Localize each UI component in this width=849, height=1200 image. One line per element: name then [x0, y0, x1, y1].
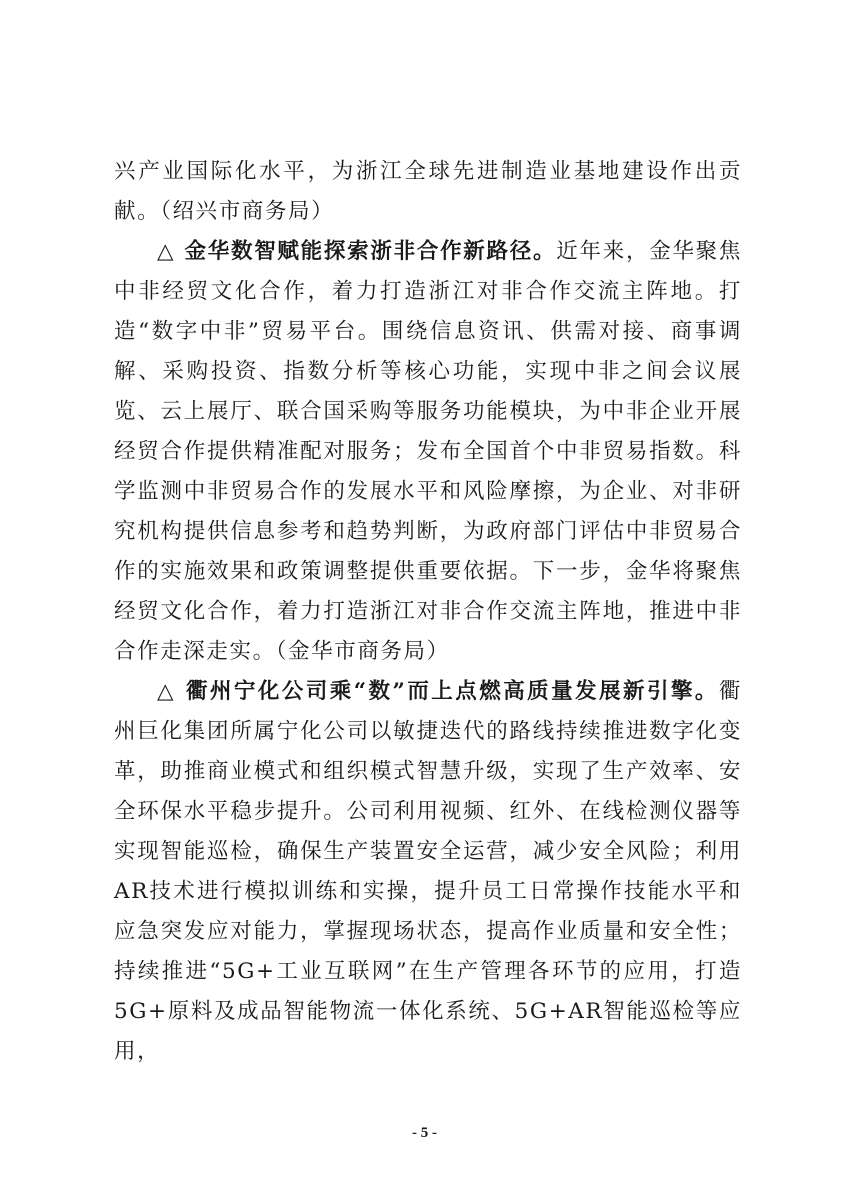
paragraph-text: 近年来，金华聚焦中非经贸文化合作，着力打造浙江对非合作交流主阵地。打造“数字中非”贸易平台。围绕信息资讯、供需对接、商事调解、采购投资、指数分析等核心功能，实现中非之间会议展览、云上展厅、联合国采购等服务功能模块，为中非企业开展经贸合作提供精准配对服务；发布全国首个中非贸易指数。科学监测中非贸易合作的发展水平和风险摩擦，为企业、对非研究机构提供信息参考和趋势判断，为政府部门评估中非贸易合作的实施效果和政策调整提供重要依据。下一步，金华将聚焦经贸文化合作，着力打造浙江对非合作交流主阵地，推进中非合作走深走实。（金华市商务局）: [114, 239, 742, 664]
paragraph-heading: △ 金华数智赋能探索浙非合作新路径。: [157, 239, 557, 264]
paragraph-heading: △ 衢州宁化公司乘“数”而上点燃高质量发展新引擎。: [157, 679, 719, 704]
paragraph-shaoxing-ending: [114, 152, 742, 232]
paragraph-quzhou: [114, 672, 742, 1072]
paragraph-jinhua: [114, 232, 742, 672]
document-body: [114, 152, 742, 1072]
paragraph-text: 兴产业国际化水平，为浙江全球先进制造业基地建设作出贡献。（绍兴市商务局）: [114, 159, 742, 224]
page-number: - 5 -: [412, 1125, 437, 1141]
paragraph-text: 衢州巨化集团所属宁化公司以敏捷迭代的路线持续推进数字化变革，助推商业模式和组织模式智慧升级，实现了生产效率、安全环保水平稳步提升。公司利用视频、红外、在线检测仪器等实现智能巡检，确保生产装置安全运营，减少安全风险；利用AR技术进行模拟训练和实操，提升员工日常操作技能水平和应急突发应对能力，掌握现场状态，提高作业质量和安全性；持续推进“5G+工业互联网”在生产管理各环节的应用，打造5G+原料及成品智能物流一体化系统、5G+AR智能巡检等应用，: [114, 679, 742, 1064]
